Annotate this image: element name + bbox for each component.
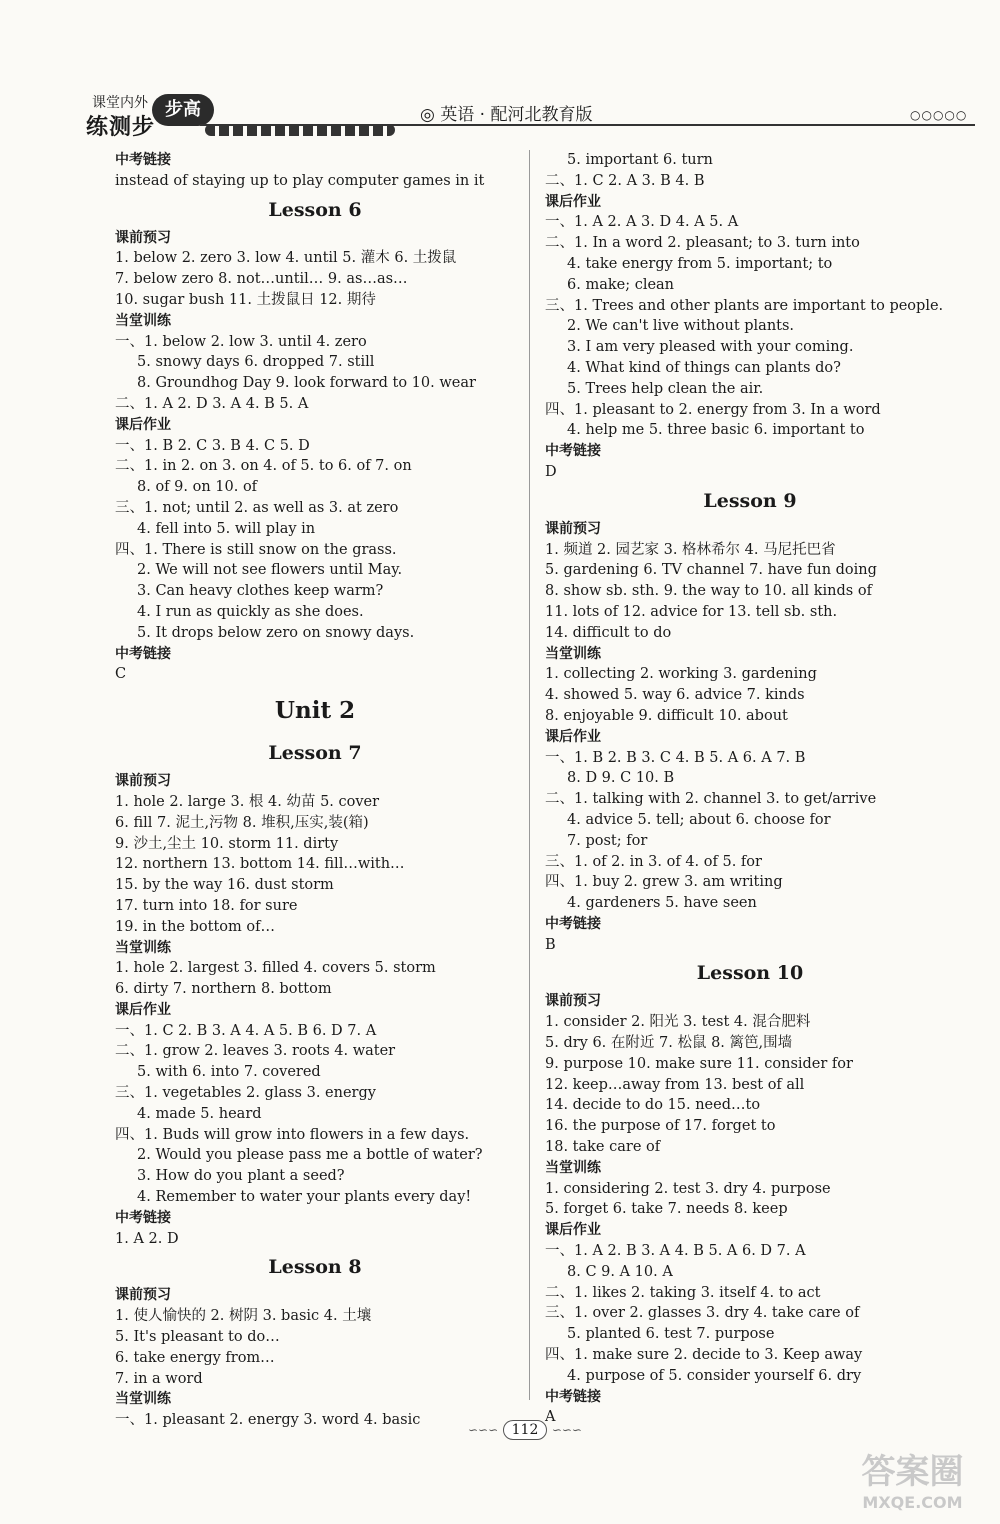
answer-line: 7. in a word xyxy=(115,1370,203,1387)
answer-line: 6. take energy from… xyxy=(115,1349,275,1366)
watermark-logo-text: 答案圈 xyxy=(861,1452,964,1492)
answer-line: 二、1. In a word 2. pleasant; to 3. turn into xyxy=(545,235,860,252)
lesson-title: Lesson 8 xyxy=(268,1256,362,1279)
answer-line: 三、1. over 2. glasses 3. dry 4. take care of xyxy=(545,1305,860,1322)
answer-line: 4. purpose of 5. consider yourself 6. dry xyxy=(567,1367,862,1384)
answer-line: 4. advice 5. tell; about 6. choose for xyxy=(567,811,831,828)
answer-line: 6. fill 7. 泥土,污物 8. 堆积,压实,装(箱) xyxy=(115,814,369,831)
answer-line: 2. Would you please pass me a bottle of water? xyxy=(137,1147,483,1164)
answer-line: 4. take energy from 5. important; to xyxy=(567,255,833,272)
answer-line: 1. considering 2. test 3. dry 4. purpose xyxy=(545,1180,831,1197)
answer-line: 5. planted 6. test 7. purpose xyxy=(567,1326,775,1343)
answer-line: 17. turn into 18. for sure xyxy=(115,897,298,914)
unit-title: Unit 2 xyxy=(274,697,356,725)
answer-line: 7. below zero 8. not…until… 9. as…as… xyxy=(115,271,408,288)
answer-line: 3. Can heavy clothes keep warm? xyxy=(137,583,384,600)
section-heading: 当堂训练 xyxy=(545,645,601,662)
answer-line: 2. We can't live without plants. xyxy=(567,318,795,335)
answer-line: 5. gardening 6. TV channel 7. have fun doing xyxy=(545,562,877,579)
answer-line: 1. below 2. zero 3. low 4. until 5. 灌木 6. 土拨鼠 xyxy=(115,250,457,267)
section-heading: 当堂训练 xyxy=(545,1159,601,1176)
answer-line: A xyxy=(545,1409,556,1426)
section-heading: 中考链接 xyxy=(115,152,171,168)
section-heading: 课前预习 xyxy=(115,1287,171,1304)
watermark-url: MXQE.COM xyxy=(862,1493,963,1512)
column-divider xyxy=(529,150,530,1400)
answer-line: 1. hole 2. large 3. 根 4. 幼苗 5. cover xyxy=(115,793,380,810)
answer-line: 5. dry 6. 在附近 7. 松鼠 8. 篱笆,围墙 xyxy=(545,1035,793,1052)
section-heading: 课前预习 xyxy=(545,520,601,537)
answer-line: 三、1. of 2. in 3. of 4. of 5. for xyxy=(545,853,762,870)
answer-line: 二、1. C 2. A 3. B 4. B xyxy=(545,172,705,189)
answer-line: 二、1. likes 2. taking 3. itself 4. to act xyxy=(545,1284,821,1301)
answer-line: 8. Groundhog Day 9. look forward to 10. wear xyxy=(137,375,476,392)
section-heading: 课前预习 xyxy=(545,993,601,1010)
left-column xyxy=(115,150,515,1431)
answer-line: D xyxy=(545,463,557,480)
answer-line: 4. fell into 5. will play in xyxy=(137,520,316,537)
answer-line: 6. make; clean xyxy=(567,276,675,293)
answer-line: instead of staying up to play computer games in it xyxy=(115,172,485,189)
section-heading: 课前预习 xyxy=(115,773,171,790)
section-heading: 当堂训练 xyxy=(115,1391,171,1408)
answer-line: 5. snowy days 6. dropped 7. still xyxy=(137,354,375,371)
answer-line: 三、1. vegetables 2. glass 3. energy xyxy=(115,1085,376,1102)
answer-line: 5. It drops below zero on snowy days. xyxy=(137,624,415,641)
answer-line: 4. made 5. heard xyxy=(137,1105,262,1122)
answer-line: 2. We will not see flowers until May. xyxy=(137,562,403,579)
section-heading: 当堂训练 xyxy=(115,312,171,329)
section-heading: 中考链接 xyxy=(115,645,171,662)
section-heading: 中考链接 xyxy=(545,443,601,460)
answer-line: 1. hole 2. largest 3. filled 4. covers 5. storm xyxy=(115,960,436,977)
answer-line: 5. important 6. turn xyxy=(567,152,713,168)
answer-line: 一、1. pleasant 2. energy 3. word 4. basic xyxy=(115,1412,421,1429)
section-heading: 课后作业 xyxy=(115,1001,171,1018)
page-header xyxy=(0,0,1000,150)
answer-line: 5. It's pleasant to do… xyxy=(115,1329,280,1346)
answer-line: 19. in the bottom of… xyxy=(115,918,275,935)
answer-line: 1. 使人愉快的 2. 树阴 3. basic 4. 土壤 xyxy=(115,1308,372,1325)
answer-line: 4. I run as quickly as she does. xyxy=(137,603,364,620)
answer-line: 8. show sb. sth. 9. the way to 10. all kinds of xyxy=(545,583,872,600)
section-heading: 中考链接 xyxy=(115,1209,171,1226)
answer-line: 一、1. B 2. B 3. C 4. B 5. A 6. A 7. B xyxy=(545,749,806,766)
footer-ornament-right: ∽∽∽ xyxy=(551,1423,582,1437)
answer-line: 三、1. Trees and other plants are important to people. xyxy=(545,297,944,314)
answer-line: 8. C 9. A 10. A xyxy=(567,1263,673,1280)
answer-line: C xyxy=(115,666,127,683)
right-column xyxy=(545,150,955,1428)
answer-line: 3. I am very pleased with your coming. xyxy=(567,339,854,356)
answer-line: 一、1. B 2. C 3. B 4. C 5. D xyxy=(115,437,310,454)
answer-line: 一、1. C 2. B 3. A 4. A 5. B 6. D 7. A xyxy=(115,1022,377,1039)
answer-line: 二、1. grow 2. leaves 3. roots 4. water xyxy=(115,1043,396,1060)
answer-line: 16. the purpose of 17. forget to xyxy=(545,1118,776,1135)
answer-line: 15. by the way 16. dust storm xyxy=(115,877,334,894)
section-heading: 当堂训练 xyxy=(115,939,171,956)
answer-line: B xyxy=(545,936,556,953)
answer-line: 一、1. below 2. low 3. until 4. zero xyxy=(115,333,367,350)
answer-line: 18. take care of xyxy=(545,1139,661,1156)
answer-line: 四、1. buy 2. grew 3. am writing xyxy=(545,874,783,891)
answer-line: 1. 频道 2. 园艺家 3. 格林希尔 4. 马尼托巴省 xyxy=(545,541,836,558)
header-circles: ○○○○○ xyxy=(910,108,968,122)
answer-line: 4. What kind of things can plants do? xyxy=(567,359,841,376)
answer-line: 14. difficult to do xyxy=(545,624,672,641)
lesson-title: Lesson 6 xyxy=(268,198,362,221)
answer-line: 二、1. in 2. on 3. on 4. of 5. to 6. of 7. on xyxy=(115,458,412,475)
answer-line: 12. keep…away from 13. best of all xyxy=(545,1076,805,1093)
page-number: 112 xyxy=(503,1420,548,1440)
page-footer xyxy=(455,1420,595,1450)
answer-line: 14. decide to do 15. need…to xyxy=(545,1097,761,1114)
answer-line: 三、1. not; until 2. as well as 3. at zero xyxy=(115,499,399,516)
lesson-title: Lesson 9 xyxy=(703,489,797,512)
answer-line: 3. How do you plant a seed? xyxy=(137,1168,345,1185)
lesson-title: Lesson 7 xyxy=(268,742,362,765)
section-heading: 课后作业 xyxy=(545,728,601,745)
brand-title: 练测步 xyxy=(86,115,156,140)
section-heading: 课后作业 xyxy=(115,416,171,433)
answer-line: 4. showed 5. way 6. advice 7. kinds xyxy=(545,687,805,704)
brand-badge: 步高 xyxy=(152,94,214,126)
section-heading: 课前预习 xyxy=(115,229,171,246)
answer-line: 7. post; for xyxy=(567,832,648,849)
answer-line: 5. forget 6. take 7. needs 8. keep xyxy=(545,1201,788,1218)
footer-ornament-left: ∽∽∽ xyxy=(468,1423,499,1437)
watermark xyxy=(830,1452,995,1520)
answer-line: 一、1. A 2. B 3. A 4. B 5. A 6. D 7. A xyxy=(545,1243,806,1260)
answer-line: 10. sugar bush 11. 土拨鼠日 12. 期待 xyxy=(115,291,376,308)
answer-line: 1. consider 2. 阳光 3. test 4. 混合肥料 xyxy=(545,1014,811,1031)
section-heading: 课后作业 xyxy=(545,1222,601,1239)
answer-line: 二、1. talking with 2. channel 3. to get/arrive xyxy=(545,791,877,808)
answer-line: 4. help me 5. three basic 6. important to xyxy=(567,422,865,439)
answer-line: 1. collecting 2. working 3. gardening xyxy=(545,666,817,683)
answer-line: 四、1. There is still snow on the grass. xyxy=(115,541,397,558)
answer-line: 8. enjoyable 9. difficult 10. about xyxy=(545,707,788,724)
answer-line: 8. D 9. C 10. B xyxy=(567,770,675,787)
book-title: ◎ 英语 · 配河北教育版 xyxy=(420,105,593,125)
answer-line: 8. of 9. on 10. of xyxy=(137,479,258,496)
section-heading: 课后作业 xyxy=(545,193,601,210)
answer-line: 12. northern 13. bottom 14. fill…with… xyxy=(115,856,405,873)
answer-line: 一、1. A 2. A 3. D 4. A 5. A xyxy=(545,214,739,231)
answer-line: 4. Remember to water your plants every day! xyxy=(137,1189,472,1206)
section-heading: 中考链接 xyxy=(545,1388,601,1405)
answer-line: 1. A 2. D xyxy=(115,1230,179,1247)
answer-line: 四、1. pleasant to 2. energy from 3. In a word xyxy=(545,401,881,418)
answer-line: 4. gardeners 5. have seen xyxy=(567,895,757,912)
lesson-title: Lesson 10 xyxy=(696,962,804,985)
answer-line: 9. 沙土,尘土 10. storm 11. dirty xyxy=(115,835,339,852)
answer-line: 四、1. Buds will grow into flowers in a few days. xyxy=(115,1126,470,1143)
brand-small-text: 课堂内外 xyxy=(92,95,148,111)
answer-line: 9. purpose 10. make sure 11. consider for xyxy=(545,1055,853,1072)
answer-line: 四、1. make sure 2. decide to 3. Keep away xyxy=(545,1347,863,1364)
answer-line: 5. Trees help clean the air. xyxy=(567,380,764,397)
answer-line: 6. dirty 7. northern 8. bottom xyxy=(115,981,332,998)
answer-line: 11. lots of 12. advice for 13. tell sb. sth. xyxy=(545,603,838,620)
answer-line: 二、1. A 2. D 3. A 4. B 5. A xyxy=(115,395,309,412)
answer-line: 5. with 6. into 7. covered xyxy=(137,1064,321,1081)
section-heading: 中考链接 xyxy=(545,915,601,932)
